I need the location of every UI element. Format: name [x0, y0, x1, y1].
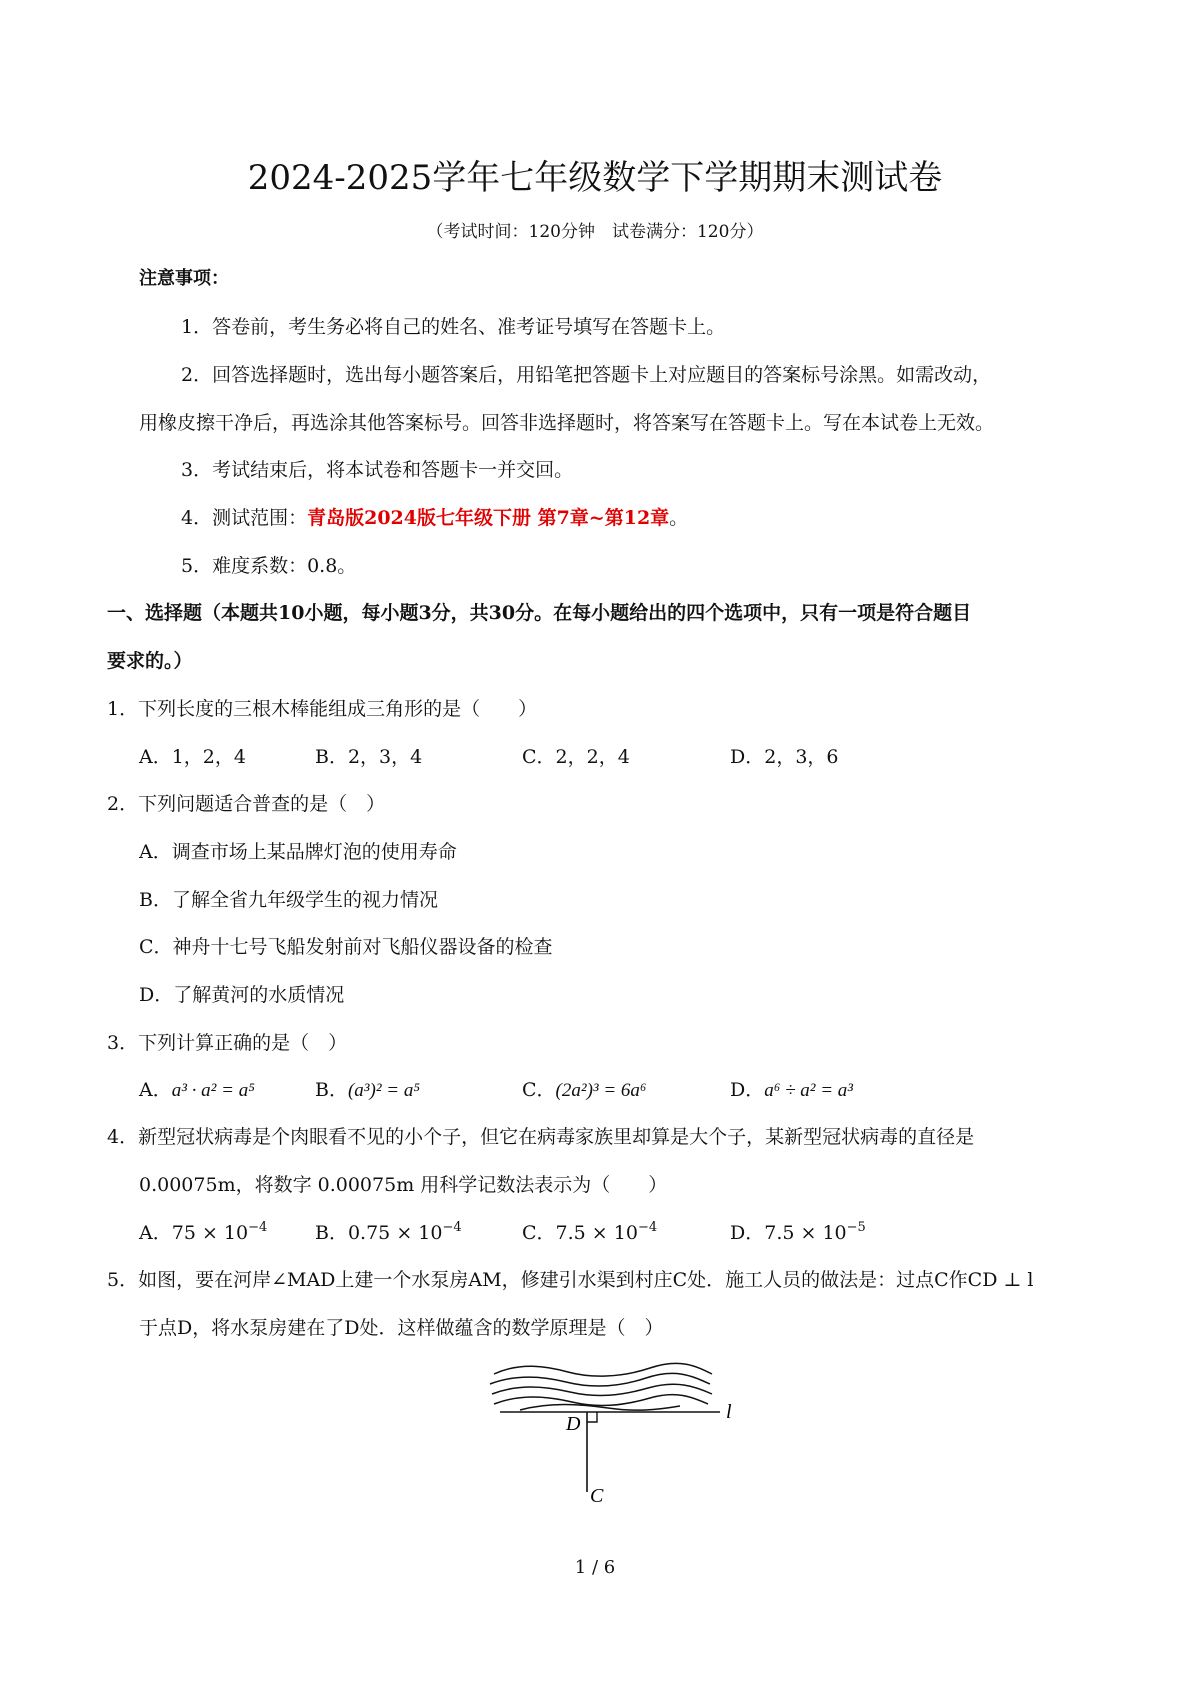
right-angle-mark [587, 1412, 597, 1422]
q5-stem-line-2: 于点D，将水泵房建在了D处．这样做蕴含的数学原理是（ ） [139, 1317, 664, 1339]
q2-option-a: A．调查市场上某品牌灯泡的使用寿命 [139, 841, 457, 863]
q4-option-b-exponent: −4 [442, 1220, 462, 1235]
q3-option-a [139, 1075, 255, 1102]
q4-option-c-label: C． [522, 1222, 556, 1244]
notice-item-2-line-1: 2．回答选择题时，选出每小题答案后，用铅笔把答题卡上对应题目的答案标号涂黑。如需改动， [181, 364, 992, 386]
q4-option-d-label: D． [730, 1222, 765, 1244]
q4-stem-line-2: 0.00075m，将数字 0.00075m 用科学记数法表示为（ ） [139, 1174, 668, 1196]
q4-option-b-base: 0.75 × 10 [347, 1222, 443, 1244]
q3-option-d-formula: a⁶ ÷ a² = a³ [764, 1080, 853, 1101]
q4-option-d-base: 7.5 × 10 [764, 1222, 847, 1244]
q4-option-a [139, 1218, 267, 1245]
point-c-label: C [590, 1485, 604, 1507]
q1-option-d: D．2，3，6 [730, 746, 839, 768]
q1-option-c: C．2，2，4 [522, 746, 630, 768]
q2-option-b: B．了解全省九年级学生的视力情况 [139, 889, 438, 911]
q3-option-b [315, 1075, 420, 1102]
q3-option-b-label: B． [315, 1079, 348, 1101]
q2-option-c: C．神舟十七号飞船发射前对飞船仪器设备的检查 [139, 936, 553, 958]
page-title: 2024-2025学年七年级数学下学期期末测试卷 [247, 158, 943, 198]
q3-option-d-label: D． [730, 1079, 765, 1101]
q1-stem: 1．下列长度的三根木棒能组成三角形的是（ ） [107, 698, 538, 720]
q4-option-c-exponent: −4 [637, 1220, 658, 1235]
river-bank-waves [490, 1363, 712, 1410]
q1-option-b: B．2，3，4 [315, 746, 423, 768]
notice-item-4-prefix: 4．测试范围： [181, 507, 308, 529]
q2-option-d: D．了解黄河的水质情况 [139, 984, 345, 1006]
exam-info: （考试时间：120分钟 试卷满分：120分） [426, 222, 764, 242]
q4-option-a-exponent: −4 [248, 1220, 268, 1235]
q1-option-a: A．1，2，4 [139, 746, 246, 768]
q4-option-b [315, 1218, 462, 1245]
q3-option-a-formula: a³ · a² = a⁵ [171, 1080, 255, 1101]
q3-option-c-formula: (2a²)³ = 6a⁶ [555, 1080, 647, 1101]
q3-option-c-label: C． [522, 1079, 556, 1101]
q4-option-d-exponent: −5 [846, 1220, 866, 1235]
q4-option-c-base: 7.5 × 10 [555, 1222, 638, 1244]
notice-item-3: 3．考试结束后，将本试卷和答题卡一并交回。 [181, 459, 574, 481]
notice-item-4 [181, 503, 688, 530]
notice-item-5: 5．难度系数：0.8。 [181, 555, 357, 577]
notice-item-1: 1．答卷前，考生务必将自己的姓名、准考证号填写在答题卡上。 [181, 316, 726, 338]
q4-option-d [730, 1218, 866, 1245]
q2-stem: 2．下列问题适合普查的是（ ） [107, 793, 386, 815]
q5-stem-line-1: 5．如图，要在河岸∠MAD上建一个水泵房AM，修建引水渠到村庄C处．施工人员的做法是：过点C作CD ⊥ l [107, 1269, 1034, 1291]
q3-option-b-formula: (a³)² = a⁵ [347, 1080, 420, 1101]
notice-item-2-line-2: 用橡皮擦干净后，再选涂其他答案标号。回答非选择题时，将答案写在答题卡上。写在本试卷上无效。 [139, 412, 995, 434]
test-scope: 青岛版2024版七年级下册 第7章~第12章 [307, 507, 670, 529]
q3-option-a-label: A． [139, 1079, 172, 1101]
line-l-label: l [726, 1401, 732, 1423]
q3-option-d [730, 1075, 853, 1102]
q4-stem-line-1: 4．新型冠状病毒是个肉眼看不见的小个子，但它在病毒家族里却算是大个子，某新型冠状病毒的直径是 [107, 1126, 975, 1148]
section-heading-line-1: 一、选择题（本题共10小题，每小题3分，共30分。在每小题给出的四个选项中，只有一项是符合题目 [107, 602, 972, 624]
q4-option-a-label: A． [139, 1222, 172, 1244]
q3-option-c [522, 1075, 647, 1102]
q5-river-figure [480, 1352, 750, 1512]
section-heading-line-2: 要求的。） [107, 650, 193, 672]
page-number: 1 / 6 [574, 1557, 616, 1578]
point-d-label: D [566, 1413, 581, 1435]
q4-option-b-label: B． [315, 1222, 348, 1244]
notice-item-4-suffix: 。 [669, 507, 689, 529]
q4-option-c [522, 1218, 657, 1245]
q3-stem: 3．下列计算正确的是（ ） [107, 1032, 348, 1054]
q4-option-a-base: 75 × 10 [171, 1222, 249, 1244]
notice-heading: 注意事项： [139, 268, 229, 289]
